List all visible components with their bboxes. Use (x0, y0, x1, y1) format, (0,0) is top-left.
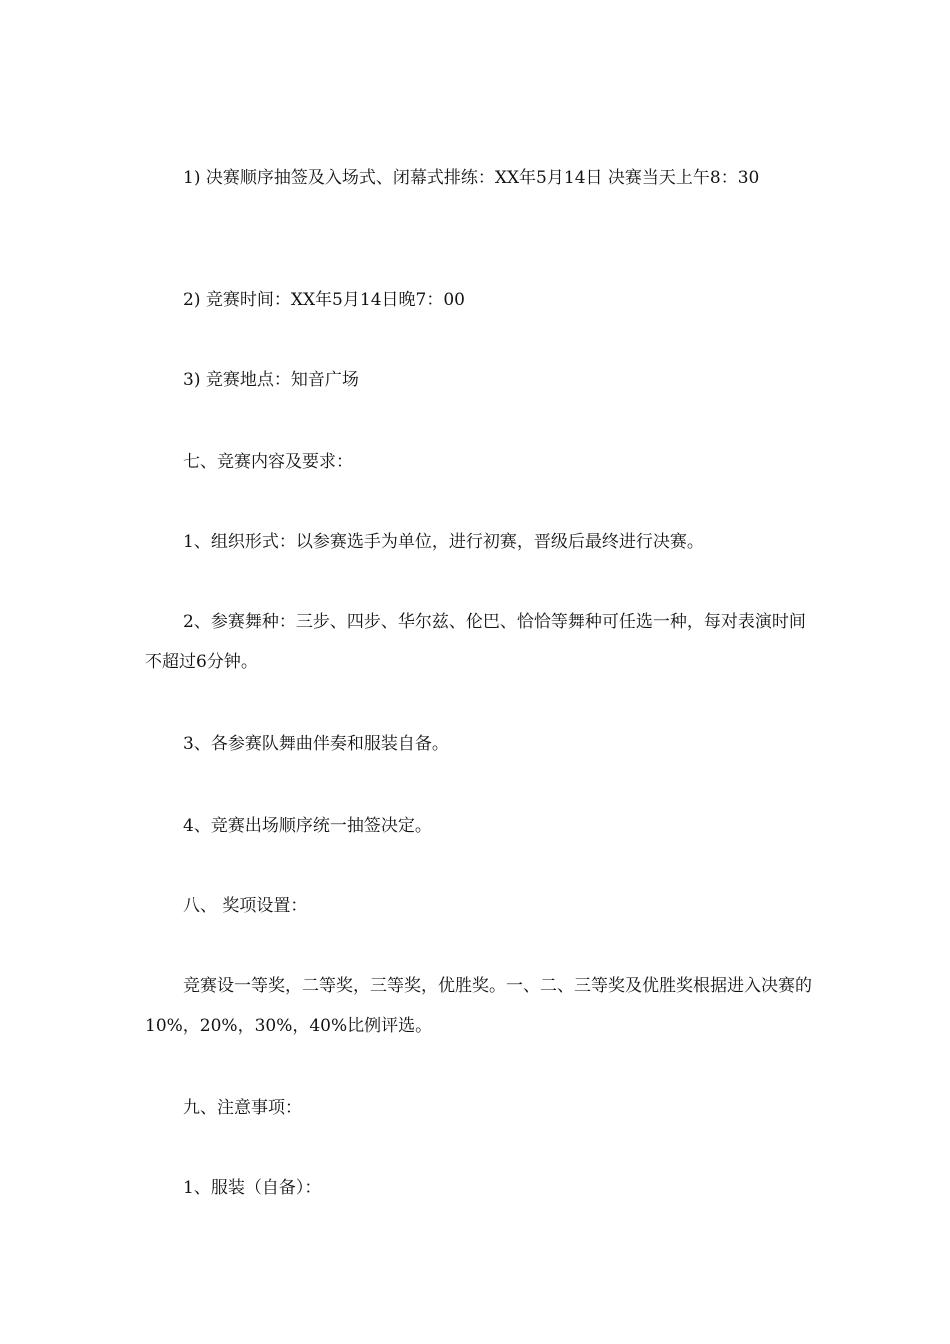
heading-awards: 八、 奖项设置： (183, 896, 308, 916)
heading-content-requirements: 七、竞赛内容及要求： (183, 452, 353, 472)
paragraph-dance-types: 2、参赛舞种：三步、四步、华尔兹、伦巴、恰恰等舞种可任选一种，每对表演时间不超过6分钟。 (145, 612, 806, 672)
paragraph-competition-time: 2) 竞赛时间：XX年5月14日晚7：00 (183, 290, 465, 310)
paragraph-costume: 1、服装（自备）： (183, 1178, 322, 1198)
paragraph-organization-form: 1、组织形式：以参赛选手为单位，进行初赛，晋级后最终进行决赛。 (183, 532, 704, 552)
paragraph-rehearsal-time: 1) 决赛顺序抽签及入场式、闭幕式排练：XX年5月14日 决赛当天上午8：30 (183, 168, 760, 188)
paragraph-music-costume: 3、各参赛队舞曲伴奏和服装自备。 (183, 734, 449, 754)
paragraph-performance-order: 4、竞赛出场顺序统一抽签决定。 (183, 816, 432, 836)
heading-notes: 九、注意事项： (183, 1098, 302, 1118)
paragraph-competition-venue: 3) 竞赛地点：知音广场 (183, 370, 359, 390)
paragraph-award-ratio: 竞赛设一等奖，二等奖，三等奖，优胜奖。一、二、三等奖及优胜奖根据进入决赛的10%，20%，30%，40%比例评选。 (145, 976, 812, 1036)
